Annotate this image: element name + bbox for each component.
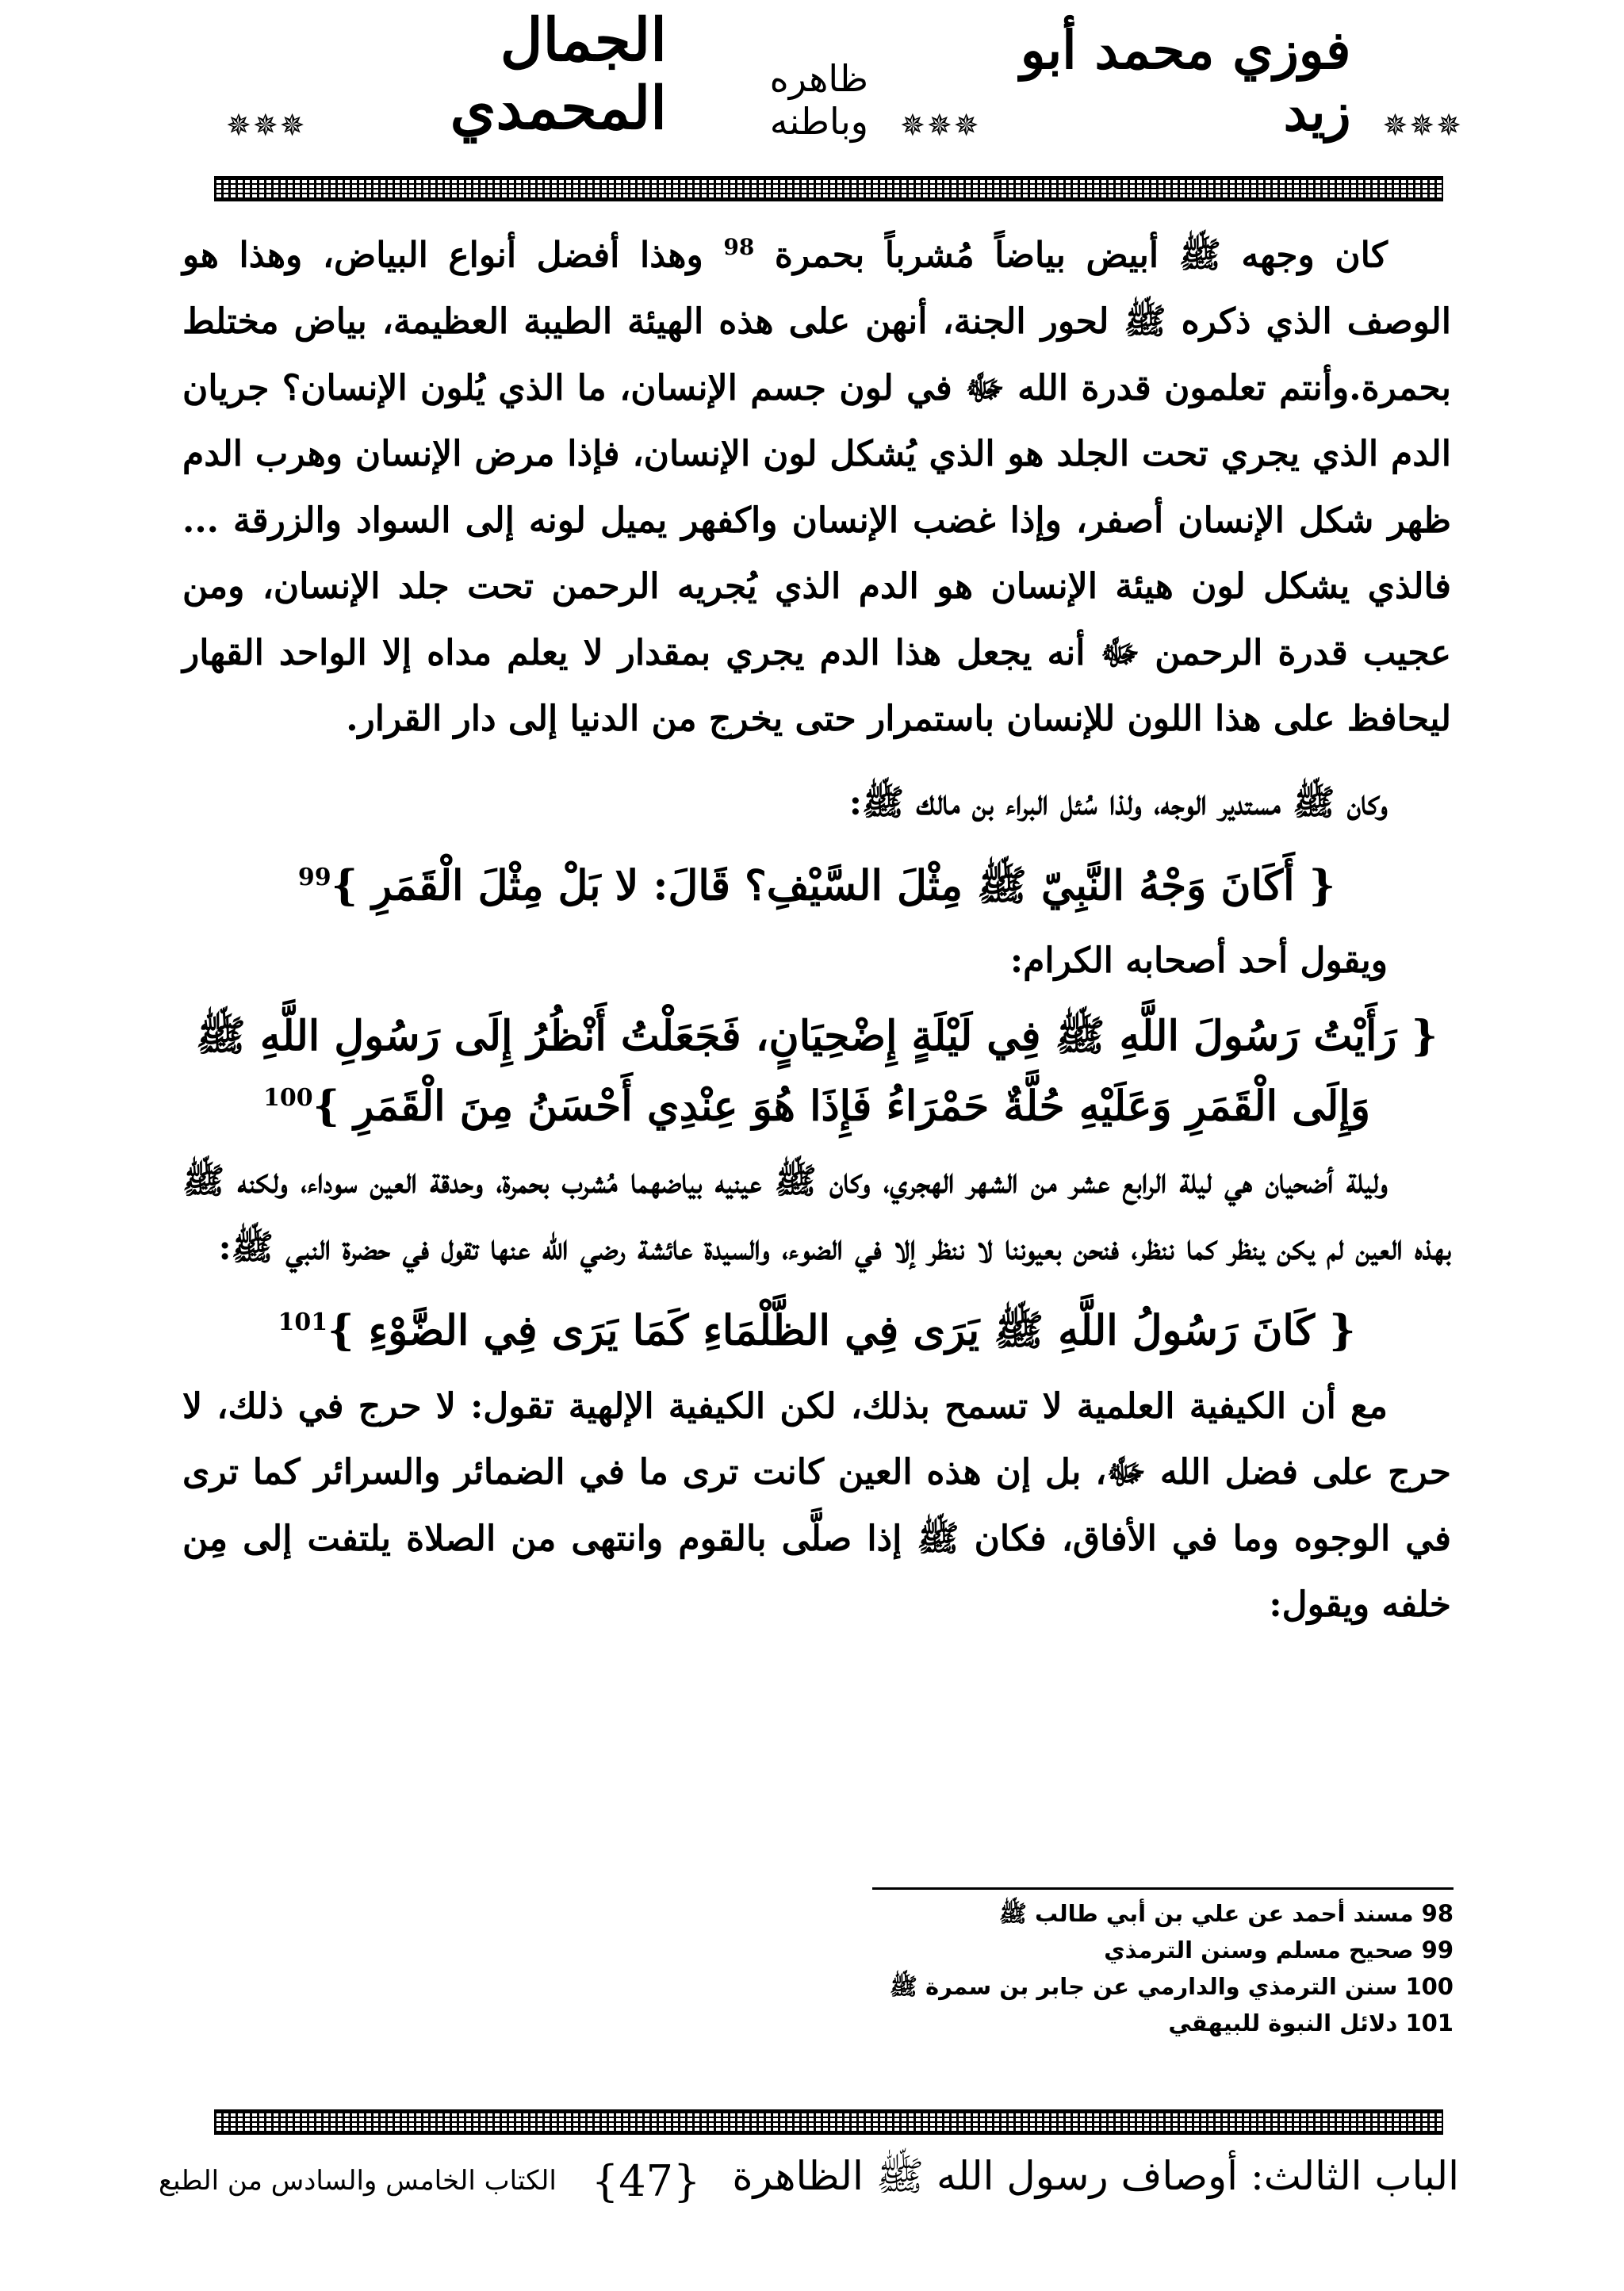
hadith-2-text: { رَأَيْتُ رَسُولَ اللَّهِ ﷺ فِي لَيْلَةٍ إِضْحِيَانٍ، فَجَعَلْتُ أَنْظُرُ إِلَى رَسُولِ اللَّهِ ﷺ وَإِلَى الْقَمَرِ وَعَلَيْهِ حُلَّةٌ حَمْرَاءُ فَإِذَا هُوَ عِنْدِي أَحْسَنُ مِنَ الْقَمَرِ } — [195, 1011, 1438, 1131]
header-title-row — [226, 6, 1463, 143]
footnote-99: 99 صحيح مسلم وسنن الترمذي — [1104, 1937, 1454, 1963]
footer-book-part: الكتاب الخامس والسادس من الطبع — [159, 2165, 557, 2197]
footnote-separator — [872, 1887, 1454, 1890]
ornament-right-icon: ✵✵✵ — [226, 108, 307, 143]
hadith-1-text: { أَكَانَ وَجْهُ النَّبِيّ ﷺ مِثْلَ السَّيْفِ؟ قَالَ: لا بَلْ مِثْلَ الْقَمَرِ } — [331, 861, 1336, 910]
footnote-98: 98 مسند أحمد عن علي بن أبي طالب ﷺ — [998, 1900, 1454, 1927]
paragraph-1-start: كان وجهه ﷺ أبيض بياضاً مُشرباً بحمرة — [774, 235, 1388, 276]
paragraph-2: وكان ﷺ مستدير الوجه، ولذا سُئل البراء بن مالك ﷺ: — [848, 782, 1388, 823]
footnote-ref-99[interactable]: 99 — [297, 864, 331, 892]
paragraph-1-rest: وهذا أفضل أنواع البياض، وهذا هو الوصف الذي ذكره ﷺ لحور الجنة، أنهن على هذه الهيئة الطيبة العظيمة، بياض مختلط بحمرة.وأنتم تعلمون قدرة الله ﷻ في لون جسم الإنسان، ما الذي يُلون الإنسان؟ جريان الدم الذي يجري تحت الجلد هو الذي يُشكل لون الإنسان، فإذا مرض الإنسان وهرب الدم ظهر شكل الإنسان أصفر، وإذا غضب الإنسان واكفهر يميل لونه إلى السواد والزرقة ... فالذي يشكل لون هيئة الإنسان هو الدم الذي يُجريه الرحمن تحت جلد الإنسان، ومن عجيب قدرة الرحمن ﷻ أنه يجعل هذا الدم يجري بمقدار لا يعلم مداه إلا الواحد القهار ليحافظ على هذا اللون للإنسان باستمرار حتى يخرج من الدنيا إلى دار القرار. — [182, 235, 1451, 740]
hadith-3 — [182, 1292, 1451, 1362]
footnotes — [740, 1895, 1454, 2041]
paragraph-5: مع أن الكيفية العلمية لا تسمح بذلك، لكن الكيفية الإلهية تقول: لا حرج في ذلك، لا حرج على فضل الله ﷻ، بل إن هذه العين كانت ترى ما في الضمائر والسرائر كما ترى في الوجوه وما في الأفاق، فكان ﷺ إذا صلَّى بالقوم وانتهى من الصلاة يلتفت إلى مِن خلفه ويقول: — [182, 1385, 1451, 1626]
footnote-ref-101[interactable]: 101 — [278, 1308, 328, 1337]
header-author: فوزي محمد أبو زيد — [1020, 19, 1351, 143]
footer-chapter: الباب الثالث: أوصاف رسول الله ﷺ الظاهرة — [732, 2153, 1459, 2199]
ornament-mid-icon: ✵✵✵ — [899, 108, 981, 143]
page-header — [226, 6, 1463, 151]
page-footer — [159, 2153, 1459, 2209]
paragraph-1 — [182, 214, 1451, 753]
header-subtitle: ظاهره وباطنه — [769, 57, 868, 143]
page-number: {47} — [591, 2155, 701, 2206]
hadith-2 — [182, 1006, 1451, 1137]
bottom-border-ornament — [214, 2109, 1443, 2135]
ornament-left-icon: ✵✵✵ — [1382, 108, 1463, 143]
paragraph-3: ويقول أحد أصحابه الكرام: — [1009, 941, 1388, 982]
footnote-100: 100 سنن الترمذي والدارمي عن جابر بن سمرة ﷺ — [889, 1973, 1454, 2000]
footnote-ref-98[interactable]: 98 — [723, 234, 755, 260]
paragraph-4: وليلة أضحيان هي ليلة الرابع عشر من الشهر الهجري، وكان ﷺ عينيه بياضهما مُشرب بحمرة، وحدقة العين سوداء، ولكنه ﷺ بهذه العين لم يكن ينظر كما ننظر، فنحن بعيوننا لا ننظر إلا في الضوء، والسيدة عائشة رضي الله عنها تقول في حضرة النبي ﷺ: — [182, 1161, 1451, 1268]
page-body — [182, 214, 1451, 1638]
header-title: الجمال المحمدي — [450, 6, 667, 143]
top-border-ornament — [214, 176, 1443, 201]
footnote-101: 101 دلائل النبوة للبيهقي — [1168, 2009, 1454, 2036]
hadith-3-text: { كَانَ رَسُولُ اللَّهِ ﷺ يَرَى فِي الظَّلْمَاءِ كَمَا يَرَى فِي الضَّوْءِ } — [327, 1306, 1356, 1355]
hadith-1 — [182, 847, 1451, 917]
footnote-ref-100[interactable]: 100 — [263, 1083, 313, 1112]
